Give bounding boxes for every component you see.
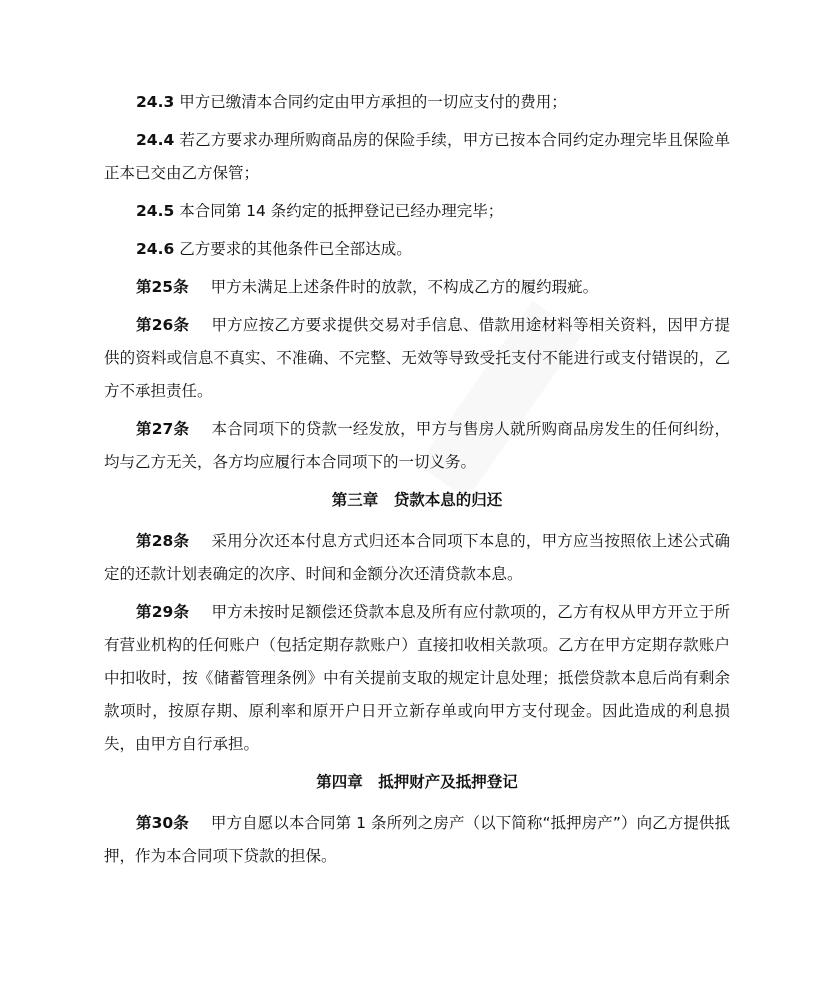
article-30: 第30条 甲方自愿以本合同第 1 条所列之房产（以下简称“抵押房产”）向乙方提供抵押，作为本合同项下贷款的担保。 (104, 814, 730, 865)
clause-24-4: 24.4 若乙方要求办理所购商品房的保险手续，甲方已按本合同约定办理完毕且保险单正本已交由乙方保管； (104, 131, 730, 182)
clause-24-5: 24.5 本合同第 14 条约定的抵押登记已经办理完毕； (136, 202, 504, 220)
article-29: 第29条 甲方未按时足额偿还贷款本息及所有应付款项的，乙方有权从甲方开立于所有营业机构的任何账户（包括定期存款账户）直接扣收相关款项。乙方在甲方定期存款账户中扣收时，按《储蓄管理条例》中有关提前支取的规定计息处理；抵偿贷款本息后尚有剩余款项时，按原存期、原利率和原开户日开立新存单或向甲方支付现金。因此造成的利息损失，由甲方自行承担。 (104, 603, 730, 753)
document-page (104, 86, 730, 878)
article-28: 第28条 采用分次还本付息方式归还本合同项下本息的，甲方应当按照依上述公式确定的还款计划表确定的次序、时间和金额分次还清贷款本息。 (104, 532, 730, 583)
article-25: 第25条 甲方未满足上述条件时的放款，不构成乙方的履约瑕疵。 (136, 278, 599, 296)
clause-24-3: 24.3 甲方已缴清本合同约定由甲方承担的一切应支付的费用； (136, 93, 567, 111)
article-26: 第26条 甲方应按乙方要求提供交易对手信息、借款用途材料等相关资料，因甲方提供的资料或信息不真实、不准确、不完整、无效等导致受托支付不能进行或支付错误的，乙方不承担责任。 (104, 316, 730, 400)
chapter-4-heading: 第四章 抵押财产及抵押登记 (316, 773, 518, 791)
clause-24-6: 24.6 乙方要求的其他条件已全部达成。 (136, 240, 412, 258)
chapter-3-heading: 第三章 贷款本息的归还 (331, 491, 503, 509)
article-27: 第27条 本合同项下的贷款一经发放，甲方与售房人就所购商品房发生的任何纠纷，均与乙方无关，各方均应履行本合同项下的一切义务。 (104, 420, 730, 471)
